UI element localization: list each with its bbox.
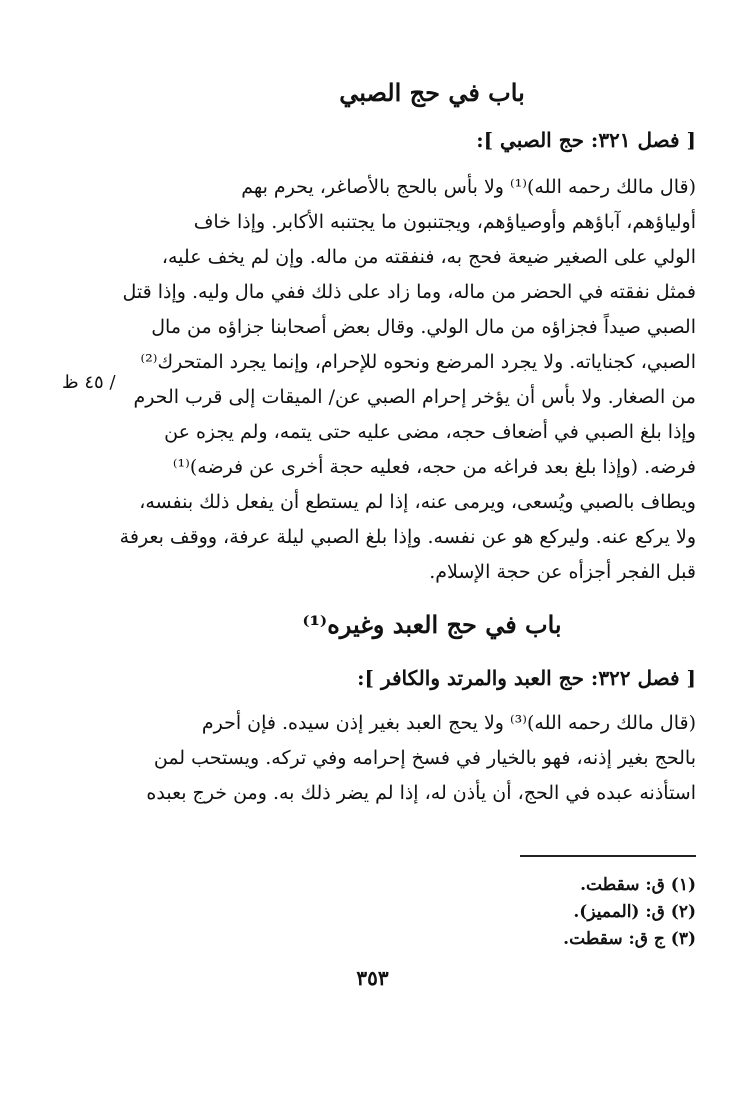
text-line: الولي على الصغير ضيعة فحج به، فنفقته من ماله. وإن لم يخف عليه، bbox=[161, 246, 696, 268]
text-line: فرضه. (وإذا بلغ بعد فراغه من حجه، فعليه حجة أخرى عن فرضه)⁽¹⁾ bbox=[172, 456, 696, 478]
folio-margin-note: / ٤٥ ظ bbox=[62, 372, 116, 393]
text-line: استأذنه عبده في الحج، أن يأذن له، إذا لم يضر ذلك به. ومن خرج بعبده bbox=[146, 782, 696, 804]
footnote-1: (١) ق: سقطت. bbox=[580, 875, 696, 895]
text-line: من الصغار. ولا بأس أن يؤخر إحرام الصبي عن/ الميقات إلى قرب الحرم bbox=[133, 386, 696, 408]
text-line: قبل الفجر أجزأه عن حجة الإسلام. bbox=[429, 561, 696, 583]
footnote-2: (٢) ق: (المميز). bbox=[573, 902, 696, 922]
text-line: فمثل نفقته في الحضر من ماله، وما زاد على ذلك ففي مال وليه. وإذا قتل bbox=[122, 281, 696, 303]
section-2 bbox=[146, 666, 696, 811]
section-1-body bbox=[119, 170, 696, 590]
text-line: الصبي، كجناياته. ولا يجرد المرضع ونحوه للإحرام، وإنما يجرد المتحرك⁽²⁾ bbox=[140, 351, 696, 373]
section-1 bbox=[119, 128, 696, 590]
footnotes bbox=[420, 872, 696, 953]
chapter-heading-1: باب في حج الصبي bbox=[339, 78, 525, 107]
text-line: بالحج بغير إذنه، فهو بالخيار في فسخ إحرامه وفي تركه. ويستحب لمن bbox=[153, 747, 696, 769]
section-2-title: [ فصل ٣٢٢: حج العبد والمرتد والكافر ]: bbox=[357, 666, 696, 690]
text-line: (قال مالك رحمه الله)⁽¹⁾ ولا بأس بالحج بالأصاغر، يحرم بهم bbox=[241, 176, 696, 198]
chapter-heading-2: باب في حج العبد وغيره⁽¹⁾ bbox=[302, 610, 562, 639]
text-line: وإذا بلغ الصبي في أضعاف حجه، مضى عليه حتى يتمه، ولم يجزه عن bbox=[164, 421, 696, 443]
text-line: ولا يركع عنه. وليركع هو عن نفسه. وإذا بلغ الصبي ليلة عرفة، ووقف بعرفة bbox=[119, 526, 696, 548]
footnote-3: (٣) ج ق: سقطت. bbox=[563, 929, 696, 949]
footnote-divider bbox=[520, 855, 696, 857]
text-line: الصبي صيداً فجزاؤه من مال الولي. وقال بعض أصحابنا جزاؤه من مال bbox=[151, 316, 696, 338]
page-number: ٣٥٣ bbox=[356, 966, 389, 990]
text-line: أولياؤهم، آباؤهم وأوصياؤهم، ويجتنبون ما يجتنبه الأكابر. وإذا خاف bbox=[193, 211, 696, 233]
section-1-title: [ فصل ٣٢١: حج الصبي ]: bbox=[476, 128, 696, 152]
text-line: (قال مالك رحمه الله)⁽³⁾ ولا يحج العبد بغير إذن سيده. فإن أحرم bbox=[201, 712, 696, 734]
section-2-body bbox=[146, 706, 696, 811]
text-line: ويطاف بالصبي ويُسعى، ويرمى عنه، إذا لم يستطع أن يفعل ذلك بنفسه، bbox=[139, 491, 696, 513]
